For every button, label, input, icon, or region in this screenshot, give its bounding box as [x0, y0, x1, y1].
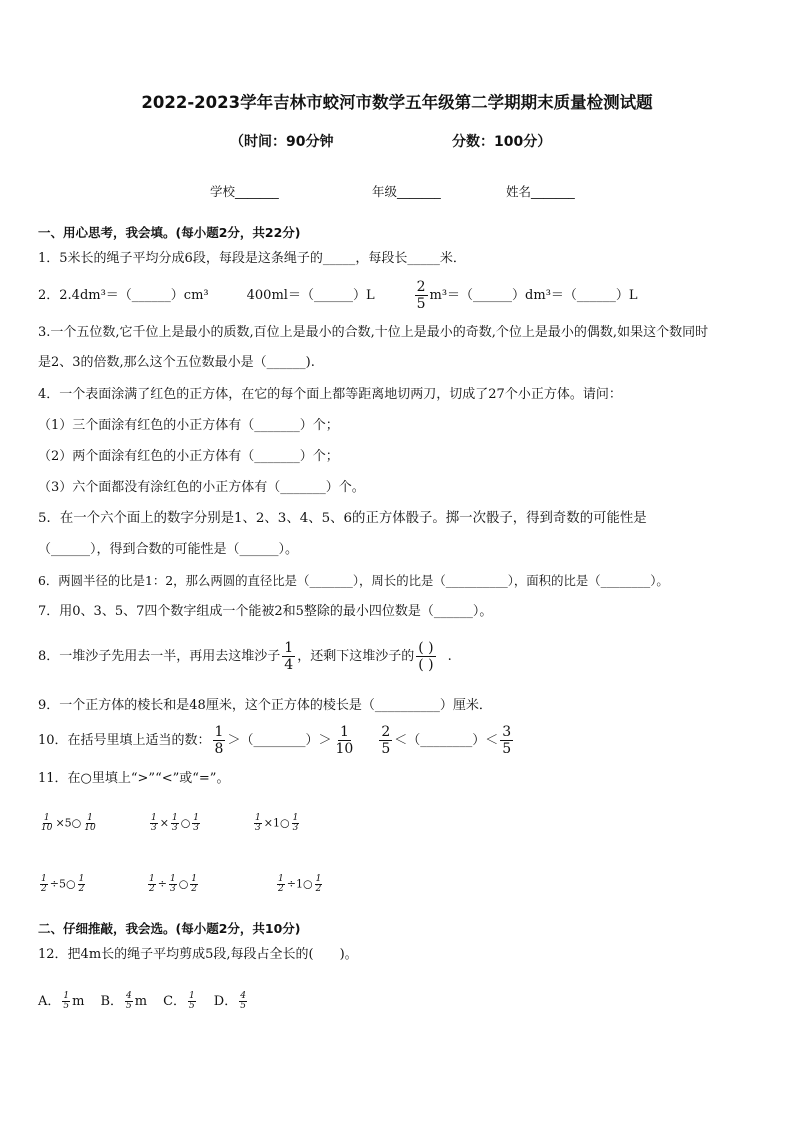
- q10-less-blank: ＜（________）＜: [394, 732, 499, 748]
- q10-greater-blank: ＞（________）＞: [227, 732, 332, 748]
- question-4-sub-1: （1）三个面涂有红色的小正方体有（_______）个；: [38, 418, 339, 433]
- question-1: 1．5米长的绳子平均分成6段，每段是这条绳子的_____，每段长_____米．: [38, 251, 466, 266]
- question-4-sub-2: （2）两个面涂有红色的小正方体有（_______）个；: [38, 449, 339, 464]
- option-d[interactable]: D． $\frac{4}{5}$: [213, 990, 246, 1011]
- q8-middle: ，还剩下这堆沙子的: [297, 648, 415, 664]
- question-8: [38, 636, 452, 676]
- option-a[interactable]: A． $\frac{1}{5}$ m: [38, 990, 85, 1011]
- name-field[interactable]: 姓名_______: [506, 184, 575, 199]
- question-3-line-2: 是2、3的倍数,那么这个五位数最小是（______).: [38, 355, 315, 370]
- q10-fraction-4: $\frac{3}{5}$: [502, 723, 512, 757]
- exam-time: （时间：90分钟: [230, 134, 334, 150]
- q10-fraction-2: $\frac{1}{10}$: [335, 723, 354, 757]
- question-5-line-1: 5．在一个六个面上的数字分别是1、2、3、4、5、6的正方体骰子。掷一次骰子，得到奇数的可能性是: [38, 511, 647, 526]
- q8-end: .: [447, 648, 452, 664]
- question-4-sub-3: （3）六个面都没有涂红色的小正方体有（_______）个。: [38, 480, 365, 495]
- q2-part-a: 2．2.4dm³＝（______）cm³: [38, 287, 209, 303]
- question-9: 9．一个正方体的棱长和是48厘米，这个正方体的棱长是（__________）厘米．: [38, 698, 492, 713]
- q8-fraction: $\frac{1}{4}$: [284, 639, 294, 673]
- q10-fraction-1: $\frac{1}{8}$: [214, 723, 224, 757]
- question-3-line-1: 3.一个五位数,它千位上是最小的质数,百位上是最小的合数,十位上是最小的奇数,个位上是最小的偶数,如果这个数同时: [38, 325, 709, 340]
- q10-prefix: 10．在括号里填上适当的数：: [38, 732, 211, 748]
- question-6: 6．两圆半径的比是1：2，那么两圆的直径比是（_______），周长的比是（__________），面积的比是（________）。: [38, 573, 669, 588]
- q11-expr-5: $\frac{1}{2}$ ÷ $\frac{1}{3}$ ○ $\frac{1}{2}$: [149, 874, 198, 894]
- option-b[interactable]: B． $\frac{4}{5}$ m: [100, 990, 148, 1011]
- exam-score: 分数：100分）: [452, 134, 552, 150]
- question-12-options: [38, 988, 249, 1014]
- school-field[interactable]: 学校_______: [210, 184, 279, 199]
- section-2-heading: 二、仔细推敲，我会选。(每小题2分，共10分): [38, 921, 301, 936]
- question-11: 11．在○里填上“>”“<”或“=”。: [38, 771, 230, 786]
- grade-field[interactable]: 年级_______: [372, 184, 441, 199]
- q11-expr-4: $\frac{1}{2}$ ÷5○ $\frac{1}{2}$: [41, 874, 85, 894]
- question-2: [38, 280, 638, 310]
- q2-fraction: $\frac{2}{5}$: [416, 278, 426, 312]
- q11-expr-6: $\frac{1}{2}$ ÷1○ $\frac{1}{2}$: [278, 874, 322, 894]
- page-title: 2022-2023学年吉林市蛟河市数学五年级第二学期期末质量检测试题: [141, 93, 653, 112]
- q10-fraction-3: $\frac{2}{5}$: [381, 723, 391, 757]
- question-12: 12．把4m长的绳子平均剪成5段,每段占全长的( )。: [38, 947, 358, 962]
- q8-prefix: 8．一堆沙子先用去一半，再用去这堆沙子: [38, 648, 281, 664]
- question-10: [38, 720, 515, 760]
- q11-expr-3: $\frac{1}{3}$ ×1○ $\frac{1}{3}$: [255, 813, 299, 833]
- q2-part-b: 400ml＝（______）L: [246, 287, 375, 303]
- question-5-line-2: （______），得到合数的可能性是（______）。: [38, 542, 299, 557]
- question-4-stem: 4．一个表面涂满了红色的正方体，在它的每个面上都等距离地切两刀，切成了27个小正方体。请问：: [38, 387, 622, 402]
- option-c[interactable]: C． $\frac{1}{5}$: [163, 990, 195, 1011]
- section-1-heading: 一、用心思考，我会填。(每小题2分，共22分): [38, 225, 301, 240]
- q11-expr-1: $\frac{1}{10}$ ×5○ $\frac{1}{10}$: [41, 813, 96, 833]
- q11-expr-2: $\frac{1}{3}$ × $\frac{1}{3}$ ○ $\frac{1}{3}$: [151, 813, 200, 833]
- question-7: 7．用0、3、5、7四个数字组成一个能被2和5整除的最小四位数是（______）。: [38, 604, 493, 619]
- q2-part-c: m³＝（______）dm³＝（______）L: [429, 287, 638, 303]
- q8-answer-fraction[interactable]: $\frac{( )}{( )}$: [418, 639, 434, 673]
